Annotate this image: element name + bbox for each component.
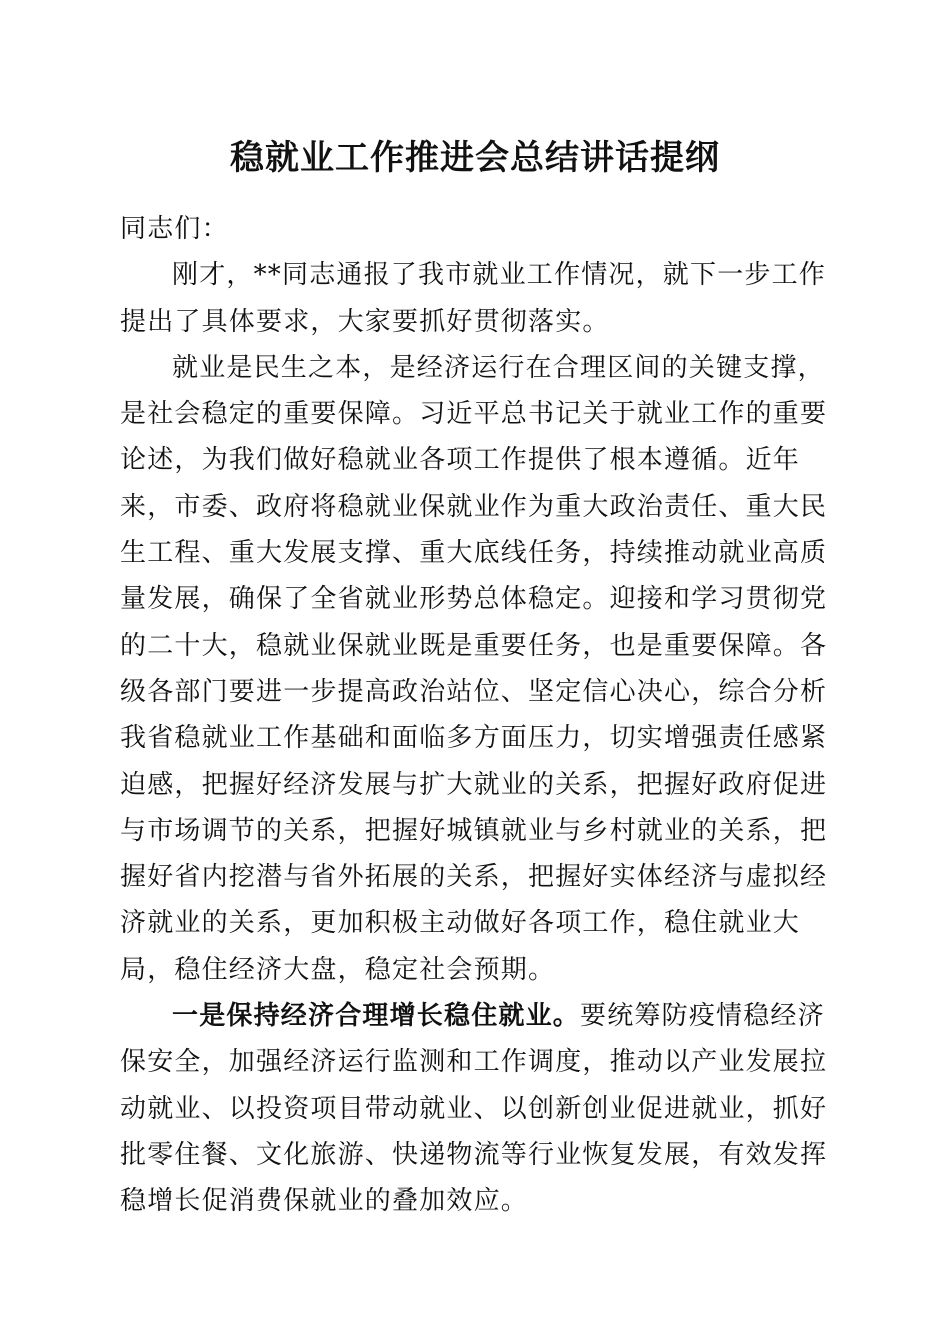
salutation: 同志们： — [120, 214, 229, 244]
document-body — [120, 206, 840, 1225]
document-title: 稳就业工作推进会总结讲话提纲 — [230, 138, 720, 178]
point-one-heading: 一是保持经济合理增长稳住就业。 — [172, 1001, 581, 1032]
paragraph-point-one — [120, 993, 840, 1224]
paragraph-employment-importance: 就业是民生之本，是经济运行在合理区间的关键支撑，是社会稳定的重要保障。习近平总书记关于就业工作的重要论述，为我们做好稳就业各项工作提供了根本遵循。近年来，市委、政府将稳就业保就业作为重大政治责任、重大民生工程、重大发展支撑、重大底线任务，持续推动就业高质量发展，确保了全省就业形势总体稳定。迎接和学习贯彻党的二十大，稳就业保就业既是重要任务，也是重要保障。各级各部门要进一步提高政治站位、坚定信心决心，综合分析我省稳就业工作基础和面临多方面压力，切实增强责任感紧迫感，把握好经济发展与扩大就业的关系，把握好政府促进与市场调节的关系，把握好城镇就业与乡村就业的关系，把握好省内挖潜与省外拓展的关系，把握好实体经济与虚拟经济就业的关系，更加积极主动做好各项工作，稳住就业大局，稳住经济大盘，稳定社会预期。 — [120, 352, 828, 985]
paragraph-intro: 刚才，**同志通报了我市就业工作情况，就下一步工作提出了具体要求，大家要抓好贯彻落实。 — [120, 260, 827, 337]
point-one-text: 要统筹防疫情稳经济保安全，加强经济运行监测和工作调度，推动以产业发展拉动就业、以投资项目带动就业、以创新创业促进就业，抓好批零住餐、文化旅游、快递物流等行业恢复发展，有效发挥稳增长促消费保就业的叠加效应。 — [120, 1001, 828, 1217]
